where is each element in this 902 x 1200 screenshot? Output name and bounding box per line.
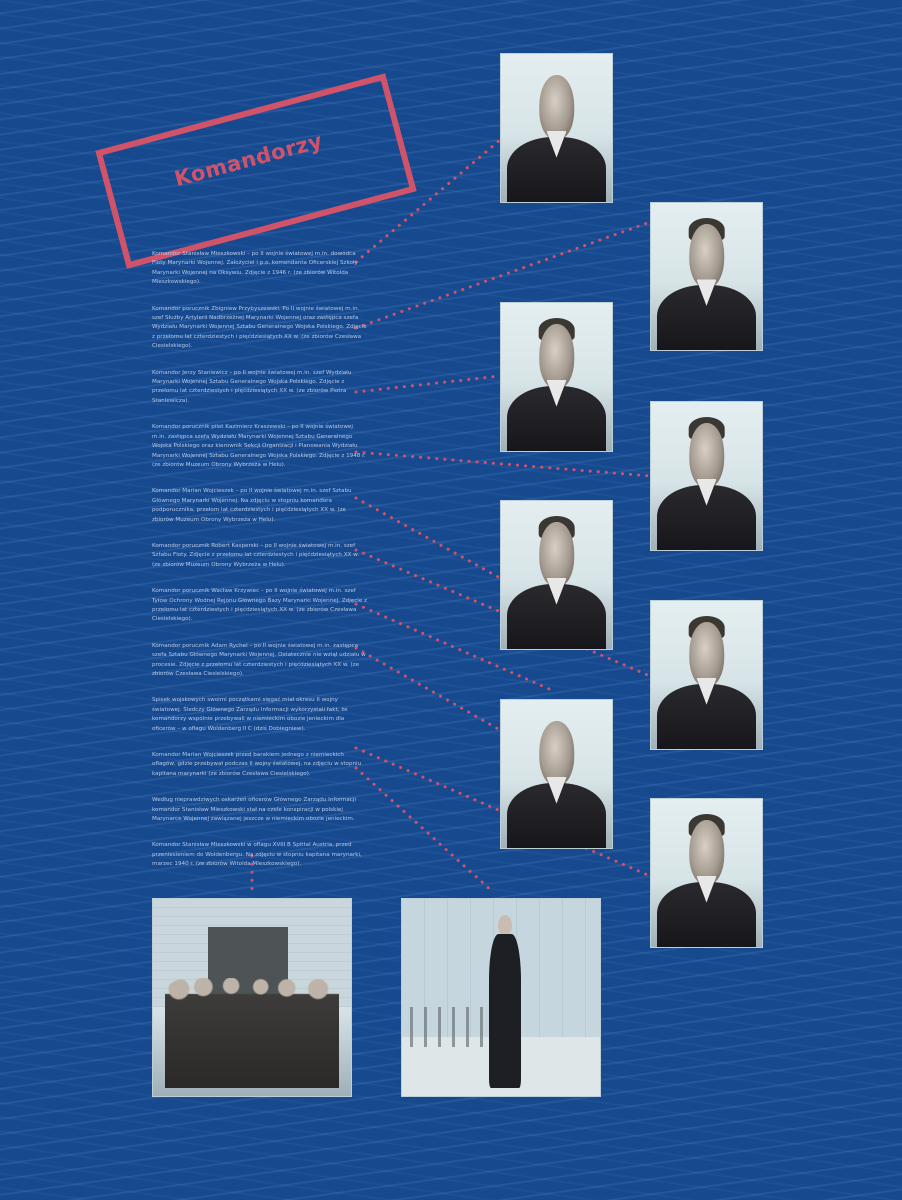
portrait-photo-2 [650,202,763,351]
portrait-photo-4 [650,401,763,551]
caption-conspiracy: Spisek wojskowych swoimi początkami sięgać miał okresu II wojny światowej. Śledczy Głównego Zarządu Informacji wykorzystali fakt, że komandorzy wspólnie przebywali w niemieckim obozie jenieckim dla oficerów – w oflagu Woldenberg II C (dziś Dobiegniew). [152,697,348,732]
standing-officer-photo [401,898,601,1097]
caption-staniewicz: Komandor Jerzy Staniewicz – po II wojnie światowej m.in. szef Wydziału Marynarki Wojennej Sztabu Generalnego Wojska Polskiego. Zdjęcie z przełomu lat czterdziestych i pięćdziesiątych XX w. (ze zbiorów Piotra Staniewicza). [152,369,352,404]
portrait-photo-8 [650,798,763,948]
connector-line [356,768,493,892]
portrait-photo-6 [650,600,763,750]
connector-line [356,498,500,578]
caption-column [152,250,367,887]
portrait-photo-5 [500,500,613,650]
caption-mieszkowski: Komandor Stanisław Mieszkowski – po II wojnie światowej m.in. dowódca Floty Marynarki Wojennej. Założyciel i p.o. komendanta Oficerskiej Szkoły Marynarki Wojennej na Oksywiu. Zdjęcie z 1946 r. (ze zbiorów Witolda Mieszkowskiego). [152,251,358,286]
caption-oflag-barrack: Komandor Marian Wojcieszek przed barakiem jednego z niemieckich oflagów, gdzie przebywał podczas II wojny światowej, na zdjęciu w stopniu kapitana marynarki (ze zbiorów Czesława Ciesielskiego). [152,752,362,777]
caption-krzywiec: Komandor porucznik Wacław Krzywiec – po II wojnie światowej m.in. szef Tyłów Ochrony Wodnej Rejonu Głównego Bazy Marynarki Wojennej. Zdjęcie z przełomu lat czterdziestych i pięćdziesiątych XX w. (ze zbiorów Czesława Ciesielskiego). [152,588,367,623]
portrait-photo-7 [500,699,613,849]
connector-line [356,648,500,730]
caption-rychel: Komandor porucznik Adam Rychel – po II wojnie światowej m.in. zastępca szefa Sztabu Głównego Marynarki Wojennej. Ostatecznie nie wziął udziału w procesie. Zdjęcie z przełomu lat czterdziestych i pięćdziesiątych XX w. (ze zbiorów Czesława Ciesielskiego). [152,642,366,677]
caption-oflag-spittal: Komandor Stanisław Mieszkowski w oflagu XVIII B Spittal Austria, przed przeniesieniem do Woldenbergu. Na zdjęciu w stopniu kapitana marynarki, marzec 1940 r. (ze zbiorów Witolda Mieszkowskiego). [152,842,362,868]
caption-kasperski: Komandor porucznik Robert Kasperski – po II wojnie światowej m.in. szef Sztabu Floty. Zdjęcie z przełomu lat czterdziestych i pięćdziesiątych XX w. (ze zbiorów Muzeum Obrony Wybrzeża w Helu). [152,542,360,568]
caption-wojcieszek: Komandor Marian Wojcieszek – po II wojnie światowej m.in. szef Sztabu Głównego Marynarki Wojennej. Na zdjęciu w stopniu komandora podporucznika, przełom lat czterdziestych i pięćdziesiątych XX w. (ze zbiorów Muzeum Obrony Wybrzeża w Helu). [152,488,352,523]
group-photo-oflag [152,898,352,1097]
caption-przybyszewski: Komandor porucznik Zbigniew Przybyszewski. Po II wojnie światowej m.in. szef Służby Artylerii Nadbrzeżnej Marynarki Wojennej oraz zastępca szefa Wydziału Marynarki Wojennej Sztabu Generalnego Wojska Polskiego. Zdjęcie z przełomu lat czterdziestych i pięćdziesiątych XX w. (ze zbiorów Czesława Ciesielskiego). [152,305,367,350]
page-title: Komandorzy [172,128,326,192]
caption-kraszewski: Komandor porucznik pilot Kazimierz Kraszewski – po II wojnie światowej m.in. zastępca szefa Wydziału Marynarki Wojennej Sztabu Generalnego Wojska Polskiego oraz kierownik Sekcji Organizacji i Planowania Wydziału Marynarki Wojennej Sztabu Generalnego Wojska Polskiego. Zdjęcie z 1948 r. (ze zbiorów Muzeum Obrony Wybrzeża w Helu). [152,424,366,468]
portrait-photo-3 [500,302,613,452]
connector-line [356,452,650,476]
portrait-photo-1 [500,53,613,203]
connector-line [356,376,500,392]
caption-accusation: Według nieprawdziwych oskarżeń oficerów Głównego Zarządu Informacji komandor Stanisław Mieszkowski stał na czele konspiracji w polskiej Marynarce Wojennej zawiązanej jeszcze w niemieckim obozie jenieckim. [152,797,357,823]
